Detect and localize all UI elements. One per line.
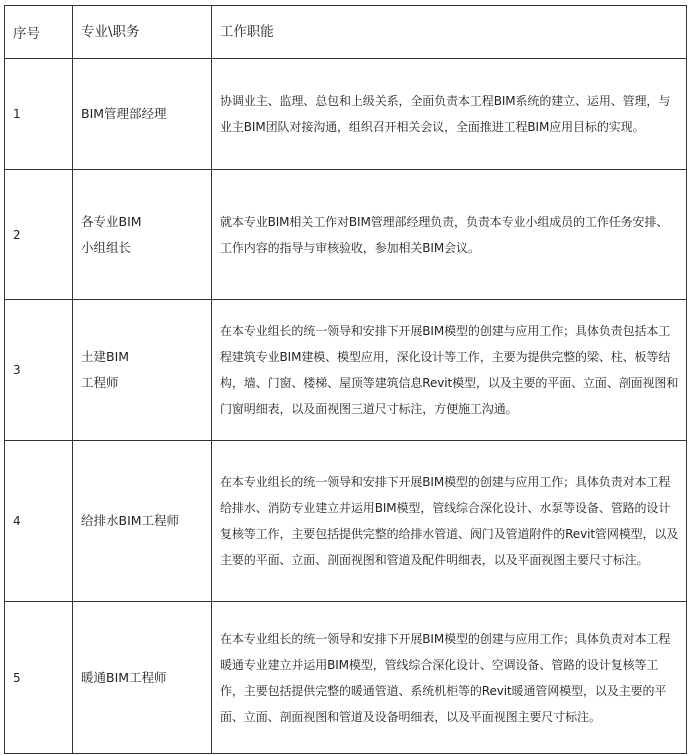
table-row <box>5 441 687 602</box>
row-duty: 在本专业组长的统一领导和安排下开展BIM模型的创建与应用工作；具体负责包括本工程建筑专业BIM建模、模型应用，深化设计等工作，主要为提供完整的梁、柱、板等结构，墙、门窗、楼梯、屋顶等建筑信息Revit模型，以及主要的平面、立面、剖面视图和门窗明细表，以及面视图三道尺寸标注，方便施工沟通。 <box>212 300 687 441</box>
row-index: 3 <box>5 300 73 441</box>
row-duty: 就本专业BIM相关工作对BIM管理部经理负责，负责本专业小组成员的工作任务安排、工作内容的指导与审核验收，参加相关BIM会议。 <box>212 170 687 300</box>
row-role-line: 工程师 <box>81 375 119 390</box>
row-role <box>73 170 212 300</box>
row-index: 1 <box>5 59 73 170</box>
table-row <box>5 300 687 441</box>
row-index: 2 <box>5 170 73 300</box>
row-role-line: 给排水BIM工程师 <box>81 513 180 528</box>
row-role <box>73 300 212 441</box>
row-duty: 在本专业组长的统一领导和安排下开展BIM模型的创建与应用工作；具体负责对本工程给排水、消防专业建立并运用BIM模型，管线综合深化设计、水泵等设备、管路的设计复核等工作，主要包括提供完整的给排水管道、阀门及管道附件的Revit管网模型，以及主要的平面、立面、剖面视图和管道及配件明细表，以及平面视图主要尺寸标注。 <box>212 441 687 602</box>
row-index: 4 <box>5 441 73 602</box>
row-index: 5 <box>5 602 73 754</box>
row-duty: 协调业主、监理、总包和上级关系，全面负责本工程BIM系统的建立、运用、管理，与业主BIM团队对接沟通，组织召开相关会议，全面推进工程BIM应用目标的实现。 <box>212 59 687 170</box>
row-role <box>73 441 212 602</box>
row-role-line: 小组组长 <box>81 239 132 255</box>
table-header-row <box>5 6 687 59</box>
row-role <box>73 59 212 170</box>
header-role: 专业\职务 <box>73 6 212 59</box>
row-role-line: 各专业BIM <box>81 213 142 229</box>
row-role-line: BIM管理部经理 <box>81 106 167 121</box>
table-row <box>5 59 687 170</box>
row-duty: 在本专业组长的统一领导和安排下开展BIM模型的创建与应用工作；具体负责对本工程暖通专业建立并运用BIM模型，管线综合深化设计、空调设备、管路的设计复核等工作，主要包括提供完整的暖通管道、系统机柜等的Revit暖通管网模型，以及主要的平面、立面、剖面视图和管道及设备明细表，以及平面视图主要尺寸标注。 <box>212 602 687 754</box>
row-role-line: 土建BIM <box>81 349 130 364</box>
table-row <box>5 170 687 300</box>
responsibility-table <box>4 5 687 754</box>
header-duty: 工作职能 <box>212 6 687 59</box>
row-role <box>73 602 212 754</box>
table-row <box>5 602 687 754</box>
header-index: 序号 <box>5 6 73 59</box>
row-role-line: 暖通BIM工程师 <box>81 669 167 685</box>
